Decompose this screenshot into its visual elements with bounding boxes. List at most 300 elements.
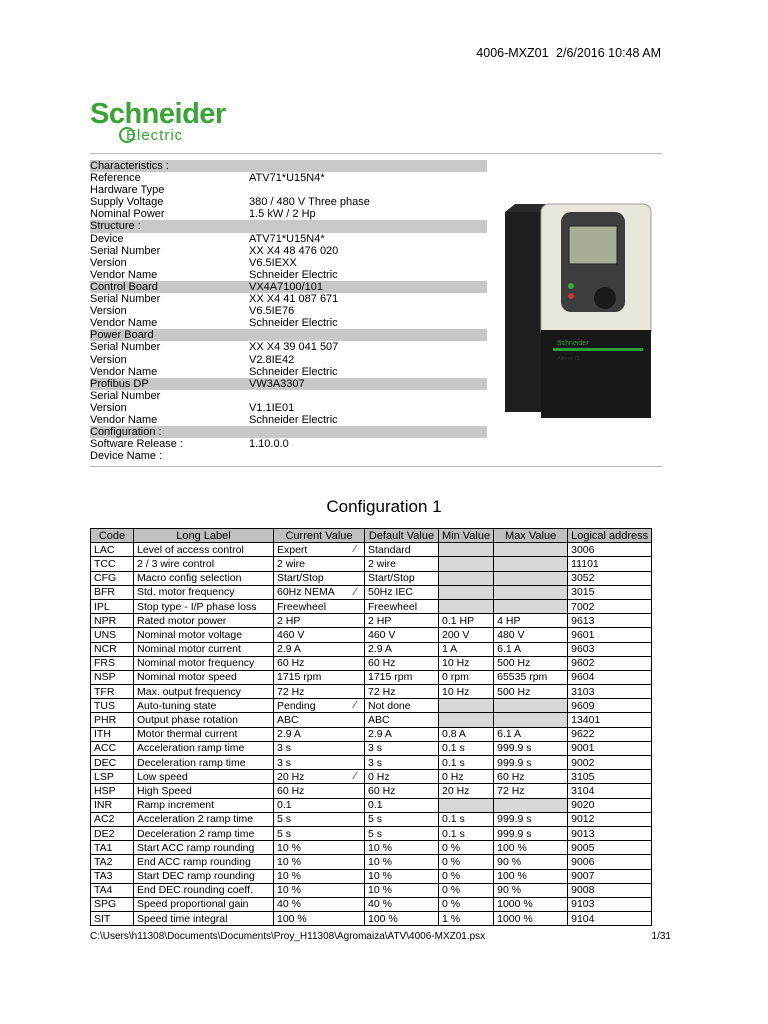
cell-long-label-text: Nominal motor frequency: [137, 657, 255, 670]
property-label: Vendor Name: [90, 268, 158, 281]
cell-long-label: [134, 699, 274, 713]
column-header: Code: [91, 529, 134, 543]
property-row: [90, 366, 487, 378]
table-row: [91, 585, 652, 599]
property-row: [90, 245, 487, 257]
cell-min-value-text: 0 %: [442, 841, 461, 854]
cell-code-text: BFR: [94, 586, 115, 599]
cell-default-value: [365, 798, 439, 812]
cell-current-value-text: ABC: [277, 714, 299, 727]
property-row: [90, 317, 487, 329]
property-value: ATV71*U15N4*: [249, 232, 325, 245]
cell-max-value-text: 90 %: [497, 884, 522, 897]
cell-max-value-text: 1000 %: [497, 912, 533, 925]
cell-current-value-text: 20 Hz: [277, 770, 305, 783]
cell-max-value: [494, 699, 568, 713]
cell-logical-address-text: 9604: [571, 671, 595, 684]
property-value: XX X4 48 476 020: [249, 244, 339, 257]
cell-long-label: [134, 599, 274, 613]
drive-brand-label: Schneider: [557, 340, 589, 347]
cell-current-value: [274, 727, 365, 741]
cell-code-text: DEC: [94, 756, 117, 769]
cell-code: [91, 713, 134, 727]
cell-long-label-text: Speed time integral: [137, 912, 228, 925]
cell-current-value: [274, 656, 365, 670]
cell-min-value: [439, 897, 494, 911]
cell-max-value: [494, 557, 568, 571]
modified-pencil-icon: ∕: [354, 543, 356, 556]
table-row: [91, 855, 652, 869]
cell-code-text: LSP: [94, 770, 114, 783]
property-row: [90, 184, 487, 196]
property-label: Vendor Name: [90, 413, 158, 426]
cell-default-value-text: 5 s: [368, 827, 383, 840]
cell-logical-address-text: 3052: [571, 572, 595, 585]
property-label: Serial Number: [90, 389, 161, 402]
cell-min-value: [439, 656, 494, 670]
cell-code-text: AC2: [94, 813, 115, 826]
cell-logical-address-text: 9602: [571, 657, 595, 670]
cell-max-value: [494, 741, 568, 755]
cell-max-value: [494, 841, 568, 855]
cell-code: [91, 826, 134, 840]
cell-max-value-text: 999.9 s: [497, 742, 532, 755]
cell-code: [91, 770, 134, 784]
cell-long-label: [134, 897, 274, 911]
cell-logical-address: [568, 897, 652, 911]
cell-logical-address-text: 9008: [571, 884, 595, 897]
cell-min-value-text: 0.1 s: [442, 827, 465, 840]
cell-default-value-text: 10 %: [368, 884, 392, 897]
cell-default-value: [365, 713, 439, 727]
cell-long-label: [134, 614, 274, 628]
cell-max-value: [494, 897, 568, 911]
column-header: Default Value: [365, 529, 439, 543]
cell-logical-address: [568, 912, 652, 926]
cell-long-label-text: Auto-tuning state: [137, 699, 217, 712]
cell-long-label: [134, 642, 274, 656]
logo-word-schneider: Schneider: [90, 98, 226, 130]
modified-pencil-icon: ∕: [354, 699, 356, 712]
cell-default-value-text: 3 s: [368, 742, 383, 755]
cell-default-value: [365, 912, 439, 926]
cell-long-label-text: Deceleration ramp time: [137, 756, 246, 769]
cell-max-value: [494, 585, 568, 599]
drive-model-label: Altivar 71: [557, 356, 580, 362]
cell-long-label-text: Acceleration ramp time: [137, 742, 245, 755]
cell-current-value: [274, 784, 365, 798]
property-value: XX X4 41 087 671: [249, 293, 339, 306]
cell-default-value-text: 50Hz IEC: [368, 586, 413, 599]
cell-code: [91, 741, 134, 755]
cell-max-value-text: 1000 %: [497, 898, 533, 911]
cell-current-value-text: 2 wire: [277, 557, 306, 570]
cell-logical-address: [568, 571, 652, 585]
cell-max-value: [494, 642, 568, 656]
table-row: [91, 826, 652, 840]
cell-default-value-text: 10 %: [368, 870, 392, 883]
cell-logical-address-text: 9603: [571, 643, 595, 656]
cell-code: [91, 784, 134, 798]
property-row: [90, 233, 487, 245]
property-row: [90, 354, 487, 366]
cell-min-value: [439, 770, 494, 784]
cell-code-text: CFG: [94, 572, 117, 585]
cell-long-label: [134, 912, 274, 926]
cell-default-value-text: 3 s: [368, 756, 383, 769]
cell-long-label: [134, 585, 274, 599]
cell-code-text: NCR: [94, 643, 117, 656]
property-label: Configuration :: [90, 426, 162, 439]
cell-code: [91, 543, 134, 557]
cell-min-value: [439, 841, 494, 855]
cell-max-value-text: 72 Hz: [497, 784, 525, 797]
table-row: [91, 897, 652, 911]
property-label: Device: [90, 232, 124, 245]
cell-default-value-text: 5 s: [368, 813, 383, 826]
table-row: [91, 713, 652, 727]
cell-code: [91, 585, 134, 599]
cell-logical-address: [568, 826, 652, 840]
cell-code: [91, 869, 134, 883]
cell-long-label: [134, 685, 274, 699]
cell-current-value: [274, 670, 365, 684]
cell-long-label: [134, 628, 274, 642]
cell-default-value-text: 72 Hz: [368, 685, 396, 698]
cell-long-label: [134, 656, 274, 670]
cell-min-value: [439, 713, 494, 727]
cell-max-value: [494, 599, 568, 613]
cell-max-value-text: 999.9 s: [497, 756, 532, 769]
property-value: Schneider Electric: [249, 268, 338, 281]
cell-code: [91, 798, 134, 812]
cell-current-value-text: 60 Hz: [277, 784, 305, 797]
cell-code: [91, 628, 134, 642]
cell-long-label: [134, 713, 274, 727]
cell-current-value: [274, 826, 365, 840]
cell-max-value: [494, 826, 568, 840]
table-row: [91, 685, 652, 699]
cell-min-value: [439, 599, 494, 613]
cell-long-label: [134, 869, 274, 883]
table-header-row: [91, 529, 652, 543]
cell-default-value: [365, 585, 439, 599]
cell-max-value: [494, 628, 568, 642]
table-row: [91, 571, 652, 585]
cell-code: [91, 883, 134, 897]
property-row: [90, 390, 487, 402]
cell-max-value: [494, 770, 568, 784]
property-label: Reference: [90, 172, 141, 185]
cell-current-value: [274, 741, 365, 755]
doc-datetime: 2/6/2016 10:48 AM: [556, 46, 661, 60]
cell-logical-address: [568, 585, 652, 599]
cell-code-text: UNS: [94, 628, 117, 641]
cell-current-value-text: 3 s: [277, 742, 292, 755]
cell-logical-address-text: 11101: [571, 557, 599, 570]
cell-current-value: [274, 571, 365, 585]
cell-default-value: [365, 685, 439, 699]
cell-code: [91, 756, 134, 770]
cell-default-value: [365, 614, 439, 628]
cell-current-value-text: 40 %: [277, 898, 301, 911]
cell-current-value: [274, 883, 365, 897]
property-section-row: [90, 281, 487, 293]
cell-logical-address: [568, 770, 652, 784]
cell-code: [91, 897, 134, 911]
cell-min-value: [439, 798, 494, 812]
cell-max-value-text: 65535 rpm: [497, 671, 548, 684]
table-row: [91, 642, 652, 656]
cell-logical-address-text: 9002: [571, 756, 595, 769]
cell-default-value: [365, 897, 439, 911]
cell-logical-address-text: 3104: [571, 784, 595, 797]
cell-default-value-text: 0.1: [368, 799, 383, 812]
cell-min-value: [439, 642, 494, 656]
cell-min-value: [439, 883, 494, 897]
config-title: Configuration 1: [326, 497, 442, 516]
cell-min-value: [439, 585, 494, 599]
property-row: [90, 208, 487, 220]
cell-current-value-text: 2 HP: [277, 614, 301, 627]
property-row: [90, 257, 487, 269]
cell-default-value-text: 2 wire: [368, 557, 397, 570]
cell-long-label-text: Speed proportional gain: [137, 898, 249, 911]
cell-logical-address: [568, 699, 652, 713]
table-row: [91, 599, 652, 613]
cell-code-text: ACC: [94, 742, 117, 755]
cell-current-value-text: 72 Hz: [277, 685, 305, 698]
cell-min-value-text: 0 %: [442, 898, 461, 911]
property-row: [90, 402, 487, 414]
cell-code-text: INR: [94, 799, 113, 812]
cell-min-value: [439, 571, 494, 585]
cell-default-value-text: 0 Hz: [368, 770, 390, 783]
cell-current-value: [274, 685, 365, 699]
cell-long-label-text: Nominal motor speed: [137, 671, 237, 684]
cell-current-value-text: 60 Hz: [277, 657, 305, 670]
cell-logical-address: [568, 869, 652, 883]
table-row: [91, 784, 652, 798]
cell-logical-address-text: 3105: [571, 770, 595, 783]
cell-logical-address: [568, 656, 652, 670]
property-label: Power Board: [90, 329, 154, 342]
property-value: V6.5IEXX: [249, 256, 297, 269]
cell-code-text: TCC: [94, 557, 116, 570]
device-properties: [90, 160, 487, 462]
property-label: Supply Voltage: [90, 196, 164, 209]
cell-code: [91, 727, 134, 741]
property-label: Structure :: [90, 220, 141, 233]
cell-code-text: NSP: [94, 671, 116, 684]
cell-current-value: [274, 585, 365, 599]
cell-current-value: [274, 812, 365, 826]
property-label: Hardware Type: [90, 184, 165, 197]
cell-current-value-text: 60Hz NEMA: [277, 586, 335, 599]
cell-logical-address-text: 3006: [571, 543, 595, 556]
property-row: [90, 438, 487, 450]
cell-min-value-text: 10 Hz: [442, 685, 470, 698]
cell-long-label: [134, 670, 274, 684]
cell-code-text: LAC: [94, 543, 115, 556]
table-row: [91, 869, 652, 883]
cell-long-label: [134, 841, 274, 855]
cell-default-value: [365, 784, 439, 798]
cell-current-value-text: 5 s: [277, 827, 292, 840]
cell-long-label: [134, 826, 274, 840]
cell-current-value: [274, 869, 365, 883]
cell-min-value: [439, 784, 494, 798]
property-label: Software Release :: [90, 438, 183, 451]
property-label: Serial Number: [90, 244, 161, 257]
cell-default-value-text: ABC: [368, 714, 390, 727]
cell-logical-address: [568, 741, 652, 755]
table-row: [91, 812, 652, 826]
cell-code: [91, 557, 134, 571]
cell-long-label: [134, 883, 274, 897]
cell-current-value: [274, 599, 365, 613]
table-row: [91, 628, 652, 642]
cell-default-value: [365, 756, 439, 770]
cell-long-label: [134, 798, 274, 812]
footer-file-path: C:\Users\h11308\Documents\Documents\Proy_H11308\Agromaiza\ATV\4006-MXZ01.psx: [90, 931, 486, 942]
cell-logical-address-text: 13401: [571, 714, 601, 727]
cell-min-value: [439, 685, 494, 699]
property-section-row: [90, 329, 487, 341]
cell-current-value-text: 460 V: [277, 628, 305, 641]
cell-max-value: [494, 670, 568, 684]
cell-logical-address-text: 9104: [571, 912, 595, 925]
cell-long-label: [134, 557, 274, 571]
column-header: Long Label: [134, 529, 274, 543]
table-row: [91, 656, 652, 670]
cell-logical-address: [568, 557, 652, 571]
cell-current-value: [274, 897, 365, 911]
cell-default-value-text: 1715 rpm: [368, 671, 413, 684]
property-value: Schneider Electric: [249, 413, 338, 426]
cell-long-label-text: 2 / 3 wire control: [137, 557, 215, 570]
cell-long-label-text: Rated motor power: [137, 614, 227, 627]
table-row: [91, 543, 652, 557]
cell-default-value: [365, 812, 439, 826]
cell-current-value: [274, 628, 365, 642]
cell-long-label: [134, 727, 274, 741]
cell-current-value-text: 10 %: [277, 841, 301, 854]
cell-logical-address-text: 9006: [571, 855, 595, 868]
cell-logical-address-text: 9609: [571, 699, 595, 712]
table-row: [91, 798, 652, 812]
cell-min-value-text: 0.1 HP: [442, 614, 475, 627]
property-value: VX4A7100/101: [249, 280, 324, 293]
cell-min-value-text: 0.1 s: [442, 742, 465, 755]
cell-default-value: [365, 883, 439, 897]
cell-min-value: [439, 628, 494, 642]
property-section-row: [90, 378, 487, 390]
cell-max-value: [494, 656, 568, 670]
cell-current-value-text: 1715 rpm: [277, 671, 322, 684]
property-value: V6.5IE76: [249, 305, 295, 318]
doc-id: 4006-MXZ01: [476, 46, 549, 60]
cell-default-value: [365, 770, 439, 784]
cell-min-value: [439, 727, 494, 741]
table-row: [91, 727, 652, 741]
property-section-row: [90, 220, 487, 232]
cell-code-text: TUS: [94, 699, 115, 712]
cell-current-value: [274, 912, 365, 926]
property-label: Version: [90, 353, 127, 366]
cell-min-value-text: 1 A: [442, 643, 458, 656]
divider-top: [90, 153, 662, 154]
cell-max-value-text: 500 Hz: [497, 685, 531, 698]
cell-long-label: [134, 770, 274, 784]
footer-page-number: 1/31: [651, 931, 671, 942]
cell-logical-address-text: 9613: [571, 614, 595, 627]
cell-logical-address: [568, 713, 652, 727]
logo-mark-icon: [119, 127, 135, 143]
cell-default-value-text: Standard: [368, 543, 411, 556]
cell-code: [91, 912, 134, 926]
cell-min-value-text: 20 Hz: [442, 784, 470, 797]
cell-min-value: [439, 543, 494, 557]
cell-min-value: [439, 826, 494, 840]
cell-max-value: [494, 571, 568, 585]
table-row: [91, 699, 652, 713]
cell-long-label-text: Nominal motor voltage: [137, 628, 243, 641]
cell-code: [91, 685, 134, 699]
cell-long-label: [134, 741, 274, 755]
cell-default-value-text: 60 Hz: [368, 784, 396, 797]
cell-min-value-text: 0 %: [442, 870, 461, 883]
cell-current-value-text: Expert: [277, 543, 308, 556]
cell-max-value: [494, 798, 568, 812]
cell-code-text: TA4: [94, 884, 113, 897]
property-label: Characteristics :: [90, 160, 169, 172]
cell-min-value-text: 1 %: [442, 912, 461, 925]
cell-long-label-text: High Speed: [137, 784, 192, 797]
cell-default-value: [365, 571, 439, 585]
cell-logical-address: [568, 685, 652, 699]
table-row: [91, 770, 652, 784]
cell-logical-address-text: 9622: [571, 728, 595, 741]
cell-default-value-text: 60 Hz: [368, 657, 396, 670]
cell-code: [91, 841, 134, 855]
cell-logical-address-text: 9020: [571, 799, 595, 812]
cell-current-value-text: Pending: [277, 699, 316, 712]
cell-default-value: [365, 699, 439, 713]
cell-min-value-text: 0.1 s: [442, 813, 465, 826]
table-row: [91, 841, 652, 855]
property-section-row: [90, 426, 487, 438]
cell-code-text: IPL: [94, 600, 110, 613]
cell-code: [91, 656, 134, 670]
modified-pencil-icon: ∕: [354, 770, 356, 783]
cell-current-value-text: 2.9 A: [277, 728, 301, 741]
cell-long-label-text: Low speed: [137, 770, 188, 783]
property-value: XX X4 39 041 507: [249, 341, 339, 354]
cell-logical-address: [568, 841, 652, 855]
column-header: Current Value: [274, 529, 365, 543]
cell-long-label-text: Deceleration 2 ramp time: [137, 827, 255, 840]
cell-long-label: [134, 756, 274, 770]
table-row: [91, 670, 652, 684]
cell-code-text: SPG: [94, 898, 117, 911]
cell-logical-address-text: 3015: [571, 586, 595, 599]
cell-current-value: [274, 699, 365, 713]
cell-code-text: TA1: [94, 841, 113, 854]
column-header: Max Value: [494, 529, 568, 543]
cell-logical-address: [568, 670, 652, 684]
cell-logical-address: [568, 784, 652, 798]
